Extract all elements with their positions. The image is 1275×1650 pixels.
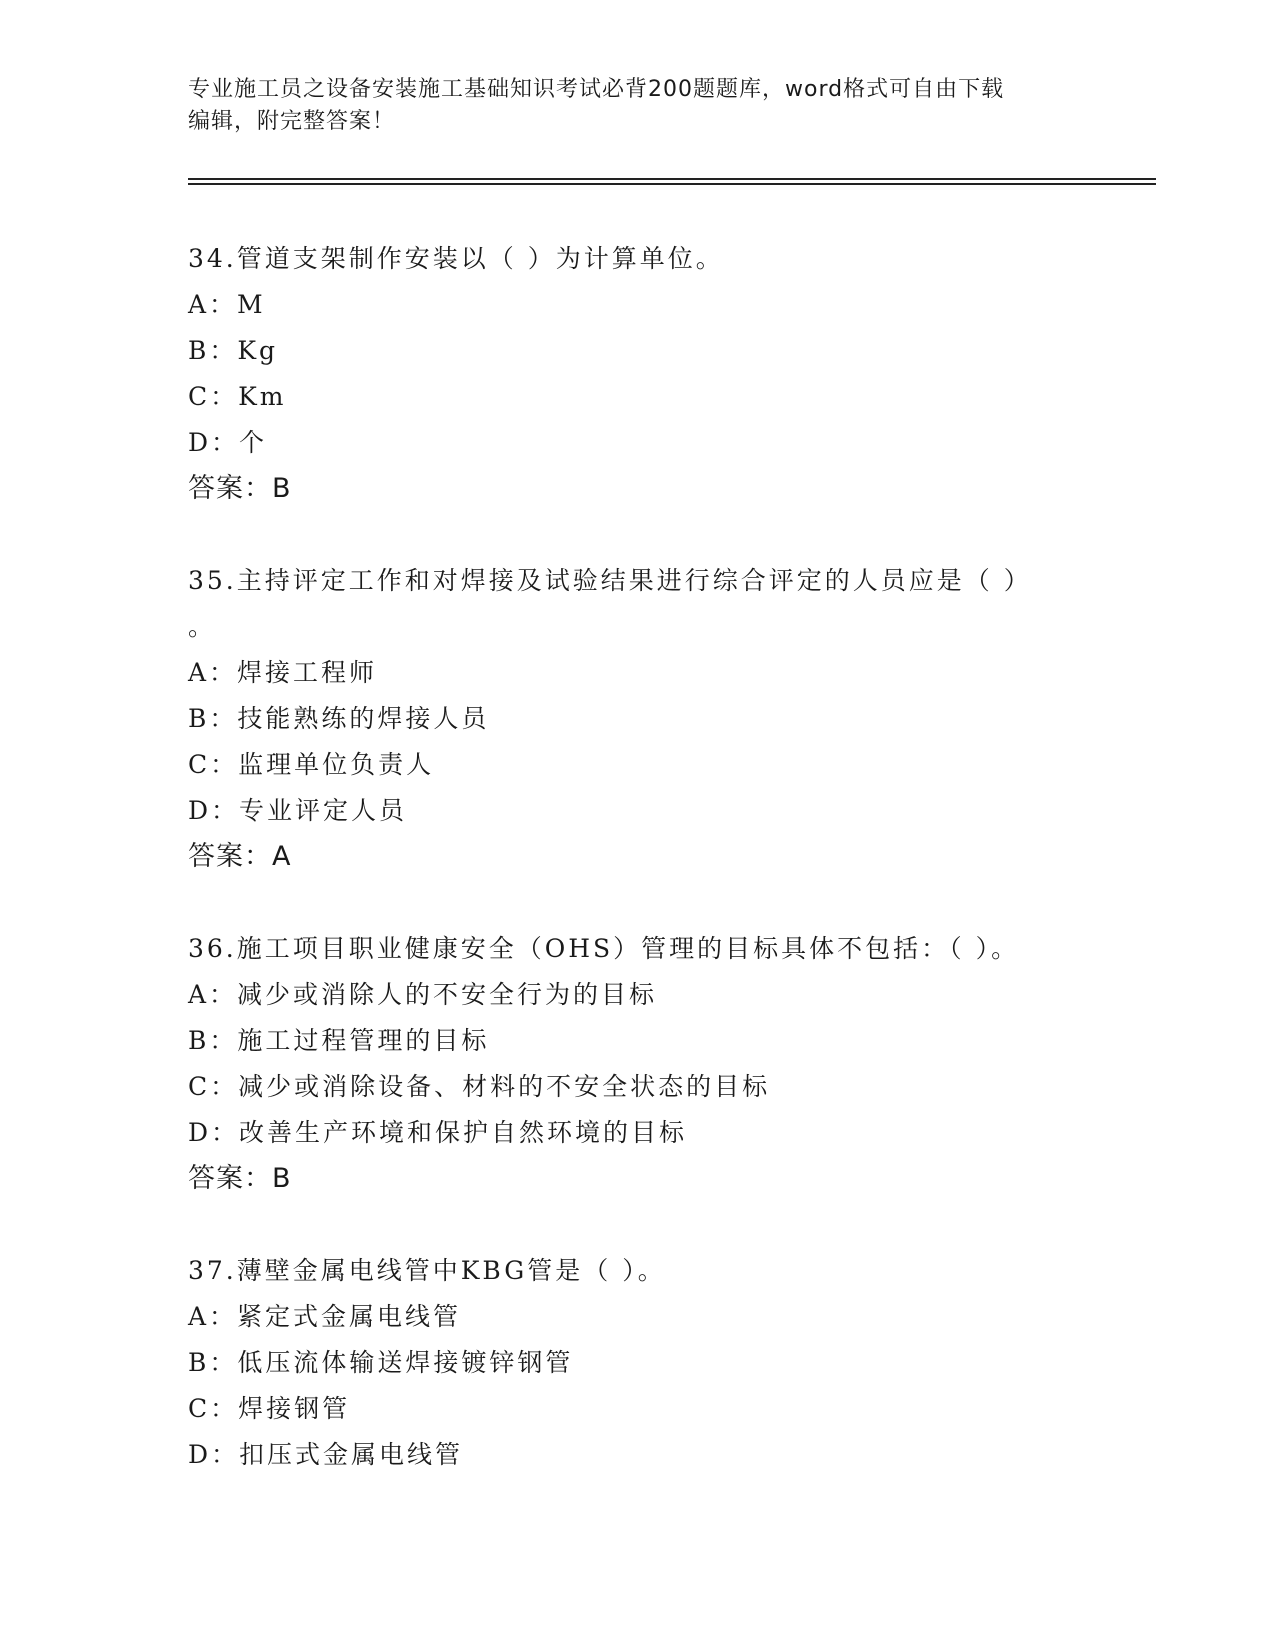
option-c: C：减少或消除设备、材料的不安全状态的目标 [188, 1072, 771, 1101]
header-divider-bottom [188, 183, 1156, 185]
option-d: D：改善生产环境和保护自然环境的目标 [188, 1118, 688, 1147]
question-stem: 34.管道支架制作安装以（ ）为计算单位。 [188, 244, 724, 273]
option-b: B：施工过程管理的目标 [188, 1026, 490, 1055]
option-c: C：焊接钢管 [188, 1394, 351, 1423]
option-a: A：减少或消除人的不安全行为的目标 [188, 980, 658, 1009]
option-d: D：扣压式金属电线管 [188, 1440, 464, 1469]
header-divider-top [188, 178, 1156, 180]
answer-label: 答案：B [188, 473, 292, 504]
question-stem: 37.薄壁金属电线管中KBG管是（ ）。 [188, 1256, 666, 1285]
option-c: C：Km [188, 382, 287, 411]
document-header: 专业施工员之设备安装施工基础知识考试必背200题题库，word格式可自由下载 编辑，附完整答案！ [188, 77, 1005, 134]
option-d: D：专业评定人员 [188, 796, 408, 825]
answer-label: 答案：A [188, 841, 292, 872]
question-37 [188, 1248, 1088, 1478]
option-a: A：焊接工程师 [188, 658, 378, 687]
option-a: A：M [188, 290, 266, 319]
answer-label: 答案：B [188, 1163, 292, 1194]
question-34 [188, 236, 1088, 512]
option-a: A：紧定式金属电线管 [188, 1302, 462, 1331]
question-35 [188, 558, 1088, 880]
question-36 [188, 926, 1088, 1202]
option-c: C：监理单位负责人 [188, 750, 435, 779]
option-b: B：低压流体输送焊接镀锌钢管 [188, 1348, 574, 1377]
option-d: D：个 [188, 428, 268, 457]
question-stem: 35.主持评定工作和对焊接及试验结果进行综合评定的人员应是（ ） 。 [188, 566, 1032, 641]
option-b: B：Kg [188, 336, 279, 365]
question-list [188, 236, 1088, 1524]
option-b: B：技能熟练的焊接人员 [188, 704, 490, 733]
question-stem: 36.施工项目职业健康安全（OHS）管理的目标具体不包括：（ ）。 [188, 934, 1020, 963]
